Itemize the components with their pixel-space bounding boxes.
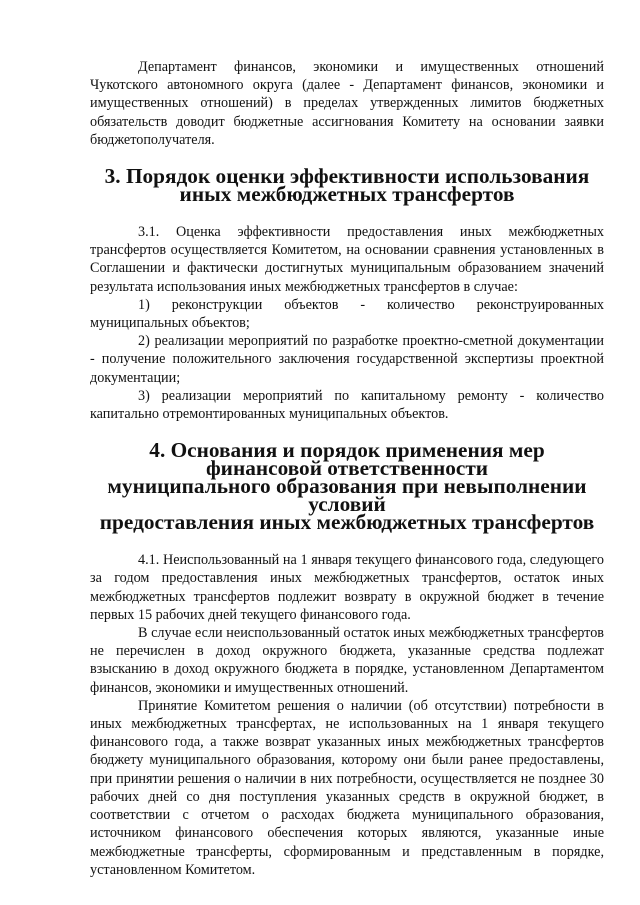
section-3-list-item-2: 2) реализации мероприятий по разработке проектно-сметной документации - получение положительного заключения государственной экспертизы проектной документации;	[90, 333, 604, 386]
section-4-paragraph-1: 4.1. Неиспользованный на 1 января текущего финансового года, следующего за годом предоставления иных межбюджетных трансфертов, остаток иных межбюджетных трансфертов подлежит возврату в окружной бюджет в течение первых 15 рабочих дней текущего финансового года.	[90, 552, 604, 623]
section-3-heading-line-2: иных межбюджетных трансфертов	[179, 182, 515, 207]
spacer	[90, 531, 604, 551]
section-3-list-item-1: 1) реконструкции объектов - количество реконструированных муниципальных объектов;	[90, 296, 604, 332]
spacer	[90, 203, 604, 223]
section-3-heading-line-1: 3. Порядок оценки эффективности использования	[104, 164, 590, 189]
section-3-paragraph-1: 3.1. Оценка эффективности предоставления иных межбюджетных трансфертов осуществляется Комитетом, на основании сравнения установленных в Соглашении и фактически достигнутых муниципальным образованием значений результата использования иных межбюджетных трансфертов в случае:	[90, 224, 604, 295]
section-3-list-item-3: 3) реализации мероприятий по капитальному ремонту - количество капитально отремонтированных муниципальных объектов.	[90, 387, 604, 423]
section-4-heading	[90, 438, 604, 535]
section-4-heading-line-1: 4. Основания и порядок применения мер финансовой ответственности	[149, 438, 545, 481]
section-4-heading-line-3: предоставления иных межбюджетных трансфертов	[99, 510, 595, 535]
section-4-paragraph-2: В случае если неиспользованный остаток иных межбюджетных трансфертов не перечислен в доход окружного бюджета, указанные средства подлежат взысканию в доход окружного бюджета в порядке, установленном Департаментом финансов, экономики и имущественных отношений.	[90, 625, 604, 696]
section-4-paragraph-3: Принятие Комитетом решения о наличии (об отсутствии) потребности в иных межбюджетных трансфертах, не использованных на 1 января текущего финансового года, а также возврат указанных иных межбюджетных трансфертов бюджету муниципального образования, которому они были ранее предоставлены, при принятии решения о наличии в них потребности, осуществляется не позднее 30 рабочих дней со дня поступления указанных средств в окружной бюджет, в соответствии с отчетом о расходах бюджета муниципального образования, источником финансового обеспечения которых являются, указанные иные межбюджетные трансферты, сформированным и представленным в порядке, установленном Комитетом.	[90, 697, 604, 878]
section-3-heading	[90, 164, 604, 207]
intro-paragraph: Департамент финансов, экономики и имущественных отношений Чукотского автономного округа (далее - Департамент финансов, экономики и имущественных отношений) в пределах утвержденных лимитов бюджетных обязательств доводит бюджетные ассигнования Комитету на основании заявки бюджетополучателя.	[90, 59, 604, 148]
section-4-heading-line-2: муниципального образования при невыполнении условий	[107, 474, 587, 517]
